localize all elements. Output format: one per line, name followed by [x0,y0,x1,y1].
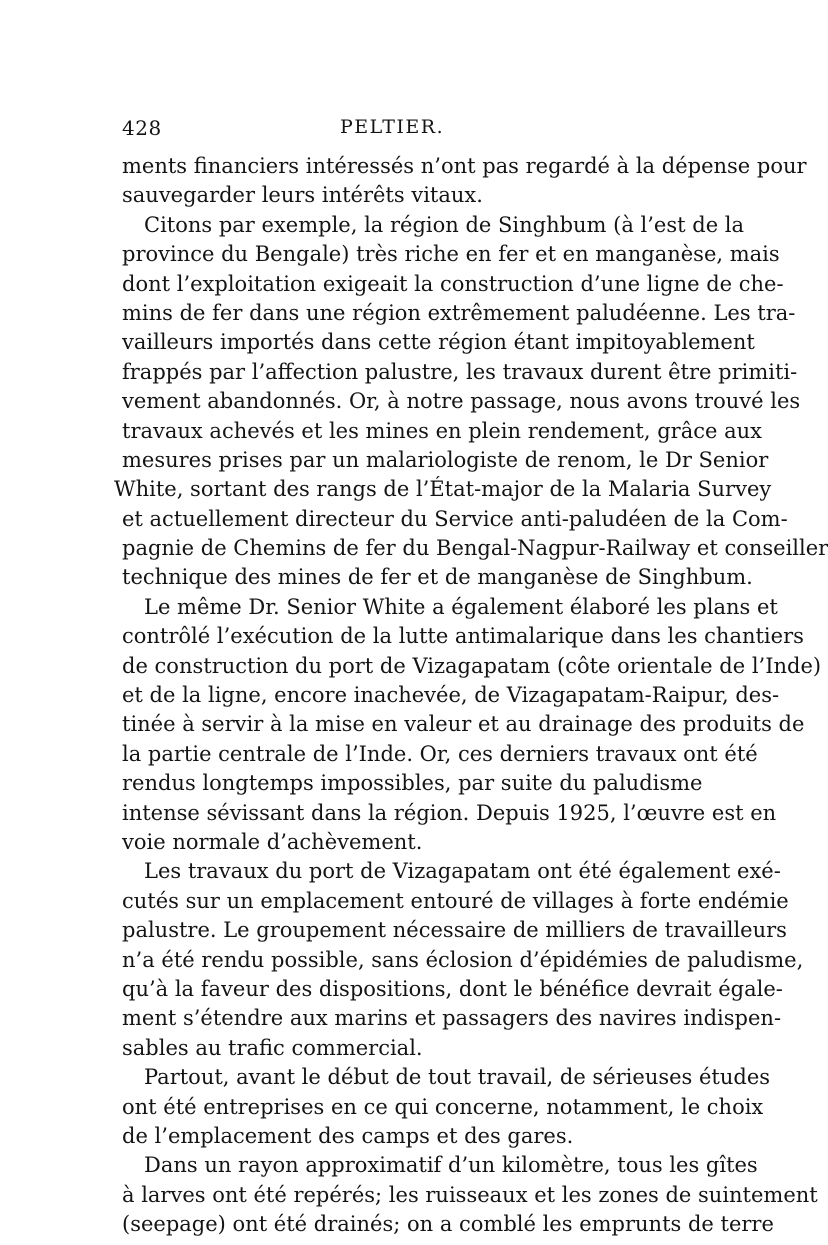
text-line: frappés par l’affection palustre, les travaux durent être primiti- [122,359,798,384]
text-line: et de la ligne, encore inachevée, de Vizagapatam-Raipur, des- [122,683,780,708]
text-line: la partie centrale de l’Inde. Or, ces derniers travaux ont été [122,741,758,766]
text-line: qu’à la faveur des dispositions, dont le bénéfice devrait égale- [122,976,783,1001]
text-line: voie normale d’achèvement. [122,829,423,854]
text-line: Le même Dr. Senior White a également élaboré les plans et [144,594,778,619]
body-text [114,152,828,1239]
text-line: Partout, avant le début de tout travail, de sérieuses études [144,1065,771,1090]
page-number: 428 [122,116,162,140]
running-head [122,116,682,146]
text-line: de construction du port de Vizagapatam (côte orientale de l’Inde) [122,653,822,678]
text-line: travaux achevés et les mines en plein rendement, grâce aux [122,418,762,443]
text-line: technique des mines de fer et de manganèse de Singhbum. [122,565,753,590]
running-title: PELTIER. [340,116,445,138]
text-line: province du Bengale) très riche en fer et en manganèse, mais [122,242,780,267]
text-line: vement abandonnés. Or, à notre passage, nous avons trouvé les [122,389,801,414]
text-line: ont été entreprises en ce qui concerne, notamment, le choix [122,1094,764,1119]
text-line: palustre. Le groupement nécessaire de milliers de travailleurs [122,918,787,943]
text-line: tinée à servir à la mise en valeur et au drainage des produits de [122,712,805,737]
text-line: Les travaux du port de Vizagapatam ont été également exé- [144,859,781,884]
text-line: White, sortant des rangs de l’État-major de la Malaria Survey [114,477,772,502]
text-line: sauvegarder leurs intérêts vitaux. [122,183,483,208]
text-line: Dans un rayon approximatif d’un kilomètre, tous les gîtes [144,1153,758,1178]
text-line: Citons par exemple, la région de Singhbum (à l’est de la [144,212,745,237]
text-line: dont l’exploitation exigeait la construction d’une ligne de che- [122,271,784,296]
text-line: sables au trafic commercial. [122,1035,423,1060]
text-line: ment s’étendre aux marins et passagers des navires indispen- [122,1006,782,1031]
text-line: à larves ont été repérés; les ruisseaux et les zones de suintement [122,1182,818,1207]
text-line: mins de fer dans une région extrêmement paludéenne. Les tra- [122,300,796,325]
text-line: de l’emplacement des camps et des gares. [122,1123,574,1148]
text-line: rendus longtemps impossibles, par suite du paludisme [122,771,703,796]
text-line: ments financiers intéressés n’ont pas regardé à la dépense pour [122,154,807,178]
text-line: intense sévissant dans la région. Depuis 1925, l’œuvre est en [122,800,777,825]
text-line: cutés sur un emplacement entouré de villages à forte endémie [122,888,789,913]
text-line: mesures prises par un malariologiste de renom, le Dr Senior [122,447,769,472]
text-line: contrôlé l’exécution de la lutte antimalarique dans les chantiers [122,624,804,649]
text-line: vailleurs importés dans cette région étant impitoyablement [122,330,755,355]
text-line: (seepage) ont été drainés; on a comblé les emprunts de terre [122,1212,774,1237]
text-line: et actuellement directeur du Service anti-paludéen de la Com- [122,506,788,531]
text-line: pagnie de Chemins de fer du Bengal-Nagpur-Railway et conseiller [122,536,828,561]
text-line: n’a été rendu possible, sans éclosion d’épidémies de paludisme, [122,947,804,972]
